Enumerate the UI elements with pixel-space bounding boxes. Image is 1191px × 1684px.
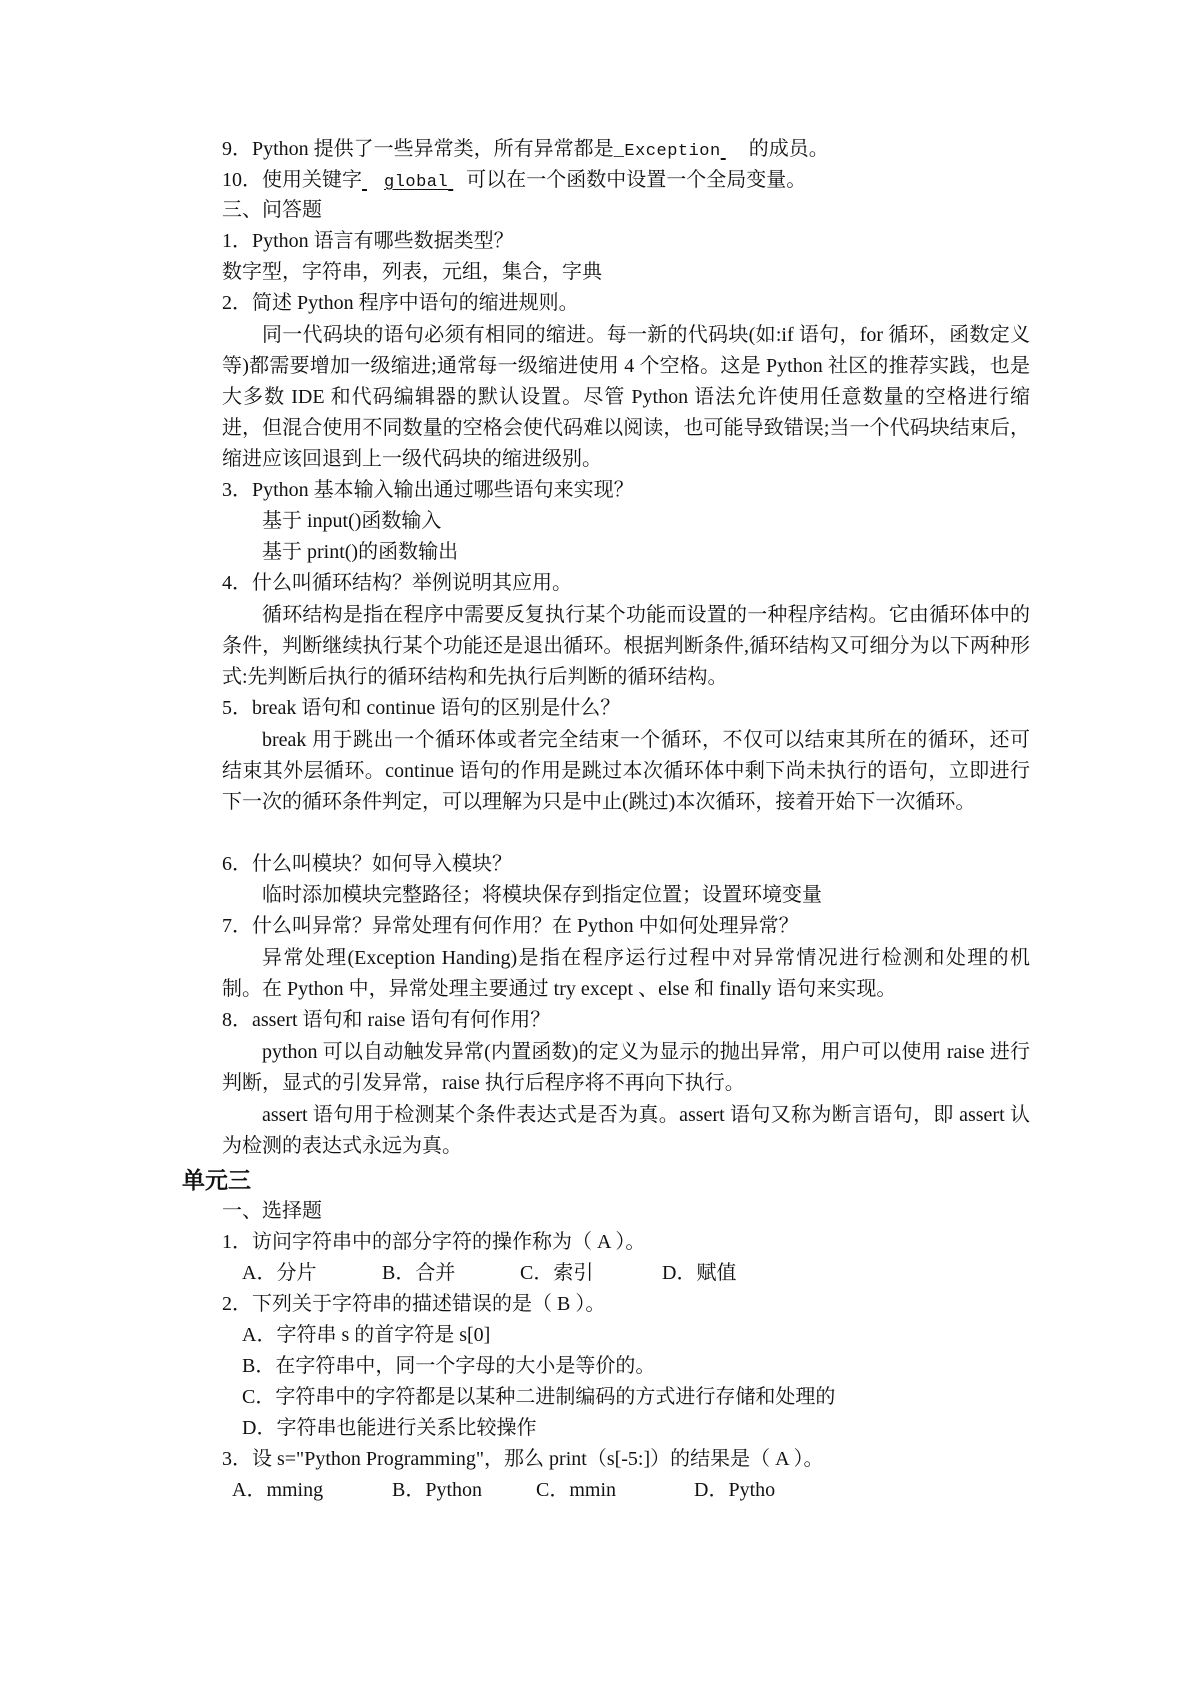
qa-a8-para1: python 可以自动触发异常(内置函数)的定义为显示的抛出异常，用户可以使用 raise 进行判断，显式的引发异常，raise 执行后程序将不再向下执行。 — [222, 1041, 1030, 1094]
qa-a2: 同一代码块的语句必须有相同的缩进。每一新的代码块(如:if 语句，for 循环，函数定义等)都需要增加一级缩进;通常每一级缩进使用 4 个空格。这是 Python 社区的推荐实践，也是大多数 IDE 和代码编辑器的默认设置。尽管 Python 语法允许使用任意数量的空格进行缩进，但混合使用不同数量的空格会使代码难以阅读，也可能导致错误;当一个代码块结束后，缩进应该回退到上一级代码块的缩进级别。 — [222, 324, 1030, 470]
section-title-choice: 一、选择题 — [222, 1200, 322, 1222]
qa-q7: 7．什么叫异常？异常处理有何作用？在 Python 中如何处理异常？ — [222, 915, 799, 937]
choice-q2-option-d: D．字符串也能进行关系比较操作 — [242, 1417, 537, 1439]
q10-blank-right — [448, 166, 466, 194]
qa-a4: 循环结构是指在程序中需要反复执行某个功能而设置的一种程序结构。它由循环体中的条件，判断继续执行某个功能还是退出循环。根据判断条件,循环结构又可细分为以下两种形式:先判断后执行的循环结构和先执行后判断的循环结构。 — [222, 604, 1030, 688]
choice-q3-options — [232, 1476, 775, 1504]
choice-q2-option-b: B．在字符串中，同一个字母的大小是等价的。 — [242, 1355, 656, 1377]
choice-q1-option-b: B．合并 — [382, 1262, 456, 1284]
qa-q3: 3．Python 基本输入输出通过哪些语句来实现？ — [222, 479, 634, 501]
choice-q1: 1．访问字符串中的部分字符的操作称为（ A ）。 — [222, 1231, 646, 1253]
choice-q1-option-c: C．索引 — [520, 1262, 594, 1284]
qa-q2: 2．简述 Python 程序中语句的缩进规则。 — [222, 292, 579, 314]
section-title-qa: 三、问答题 — [222, 199, 322, 221]
q10-text: 10．使用关键字 — [222, 169, 362, 191]
qa-q5: 5．break 语句和 continue 语句的区别是什么？ — [222, 697, 621, 719]
qa-q1: 1．Python 语言有哪些数据类型？ — [222, 230, 514, 252]
choice-q2-option-a: A．字符串 s 的首字符是 s[0] — [242, 1324, 491, 1346]
choice-q1-option-d: D．赋值 — [662, 1262, 737, 1284]
choice-q3-option-c: C．mmin — [536, 1479, 617, 1501]
q9-blank — [721, 135, 749, 163]
qa-a3-line2: 基于 print()的函数输出 — [262, 541, 459, 563]
q9-text: 9．Python 提供了一些异常类，所有异常都是 — [222, 138, 614, 160]
unit-title: 单元三 — [182, 1167, 251, 1193]
q10-blank-left — [362, 166, 384, 194]
qa-a3-line1: 基于 input()函数输入 — [262, 510, 442, 532]
qa-a5: break 用于跳出一个循环体或者完全结束一个循环，不仅可以结束其所在的循环，还可结束其外层循环。continue 语句的作用是跳过本次循环体中剩下尚未执行的语句，立即进行下一次的循环条件判定，可以理解为只是中止(跳过)本次循环，接着开始下一次循环。 — [222, 729, 1030, 813]
choice-q3-option-d: D．Pytho — [694, 1479, 776, 1501]
qa-a1: 数字型，字符串，列表，元组，集合，字典 — [222, 261, 602, 283]
q9-answer: _Exception — [613, 142, 721, 161]
choice-q2: 2．下列关于字符串的描述错误的是（ B ）。 — [222, 1293, 606, 1315]
fill-in-q10 — [222, 166, 806, 197]
choice-q1-option-a: A．分片 — [242, 1262, 317, 1284]
choice-q3-option-a: A．mming — [232, 1479, 324, 1501]
choice-q1-options — [242, 1259, 736, 1287]
choice-q2-option-c: C．字符串中的字符都是以某种二进制编码的方式进行存储和处理的 — [242, 1386, 836, 1408]
qa-a6: 临时添加模块完整路径；将模块保存到指定位置；设置环境变量 — [262, 884, 822, 906]
q9-text-end: 的成员。 — [748, 138, 829, 160]
qa-a7: 异常处理(Exception Handing)是指在程序运行过程中对异常情况进行检测和处理的机制。在 Python 中，异常处理主要通过 try except 、else 和 finally 语句来实现。 — [222, 947, 1030, 1000]
choice-q3: 3．设 s="Python Programming"，那么 print（s[-5:]）的结果是（ A ）。 — [222, 1448, 824, 1470]
q10-answer: global — [384, 173, 449, 192]
qa-q4: 4．什么叫循环结构？举例说明其应用。 — [222, 572, 572, 594]
qa-q8: 8．assert 语句和 raise 语句有何作用？ — [222, 1009, 551, 1031]
q10-text-end: 可以在一个函数中设置一个全局变量。 — [466, 169, 807, 191]
fill-in-q9 — [222, 135, 829, 166]
choice-q3-option-b: B．Python — [392, 1479, 483, 1501]
qa-a8-para2: assert 语句用于检测某个条件表达式是否为真。assert 语句又称为断言语句，即 assert 认为检测的表达式永远为真。 — [222, 1104, 1030, 1157]
qa-q6: 6．什么叫模块？如何导入模块？ — [222, 853, 512, 875]
